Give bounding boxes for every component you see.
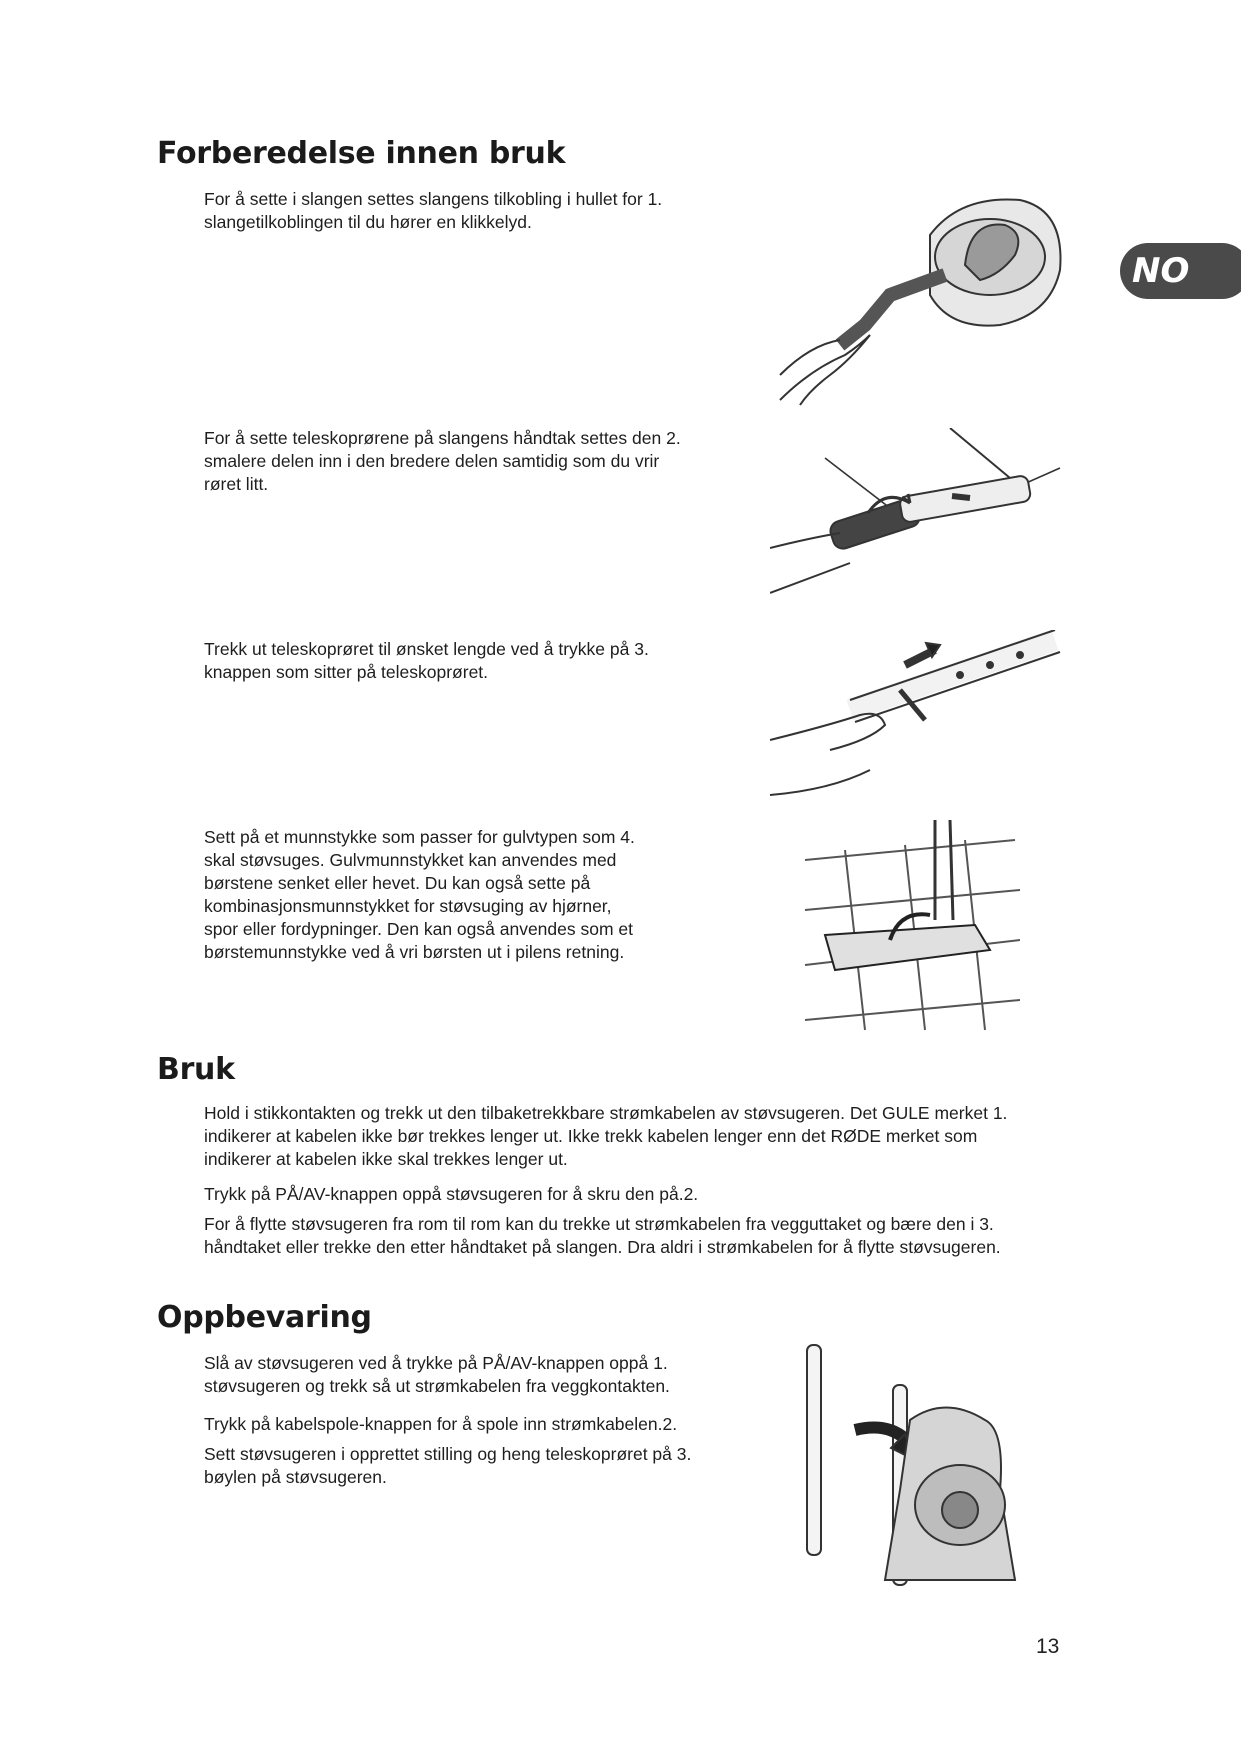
prep-step-4: Sett på et munnstykke som passer for gulvtypen som 4. skal støvsuges. Gulvmunnstykket kan anvendes med børstene senket eller hevet. Du kan også sette på kombinasjonsmunnstykket for støvsuging av hjørner, spor eller fordypninger. Den kan også anvendes som et børstemunnstykke ved å vri børsten ut i pilens retning. [204,827,635,962]
storage-step-3: Sett støvsugeren i opprettet stilling og heng teleskoprøret på 3. bøylen på støvsugeren. [204,1444,692,1487]
storage-hang-tube-illustration [805,1340,1035,1590]
storage-step-2: Trykk på kabelspole-knappen for å spole inn strømkabelen.2. [204,1414,678,1434]
prep-step-3: Trekk ut teleskoprøret til ønsket lengde ved å trykke på 3. knappen som sitter på teleskoprøret. [204,639,649,682]
use-step-1: Hold i stikkontakten og trekk ut den tilbaketrekkbare strømkabelen av støvsugeren. Det GULE merket 1. indikerer at kabelen ikke bør trekkes lenger ut. Ikke trekk kabelen lenger enn det RØDE merket som indikerer at kabelen ikke skal trekkes lenger ut. [204,1103,1008,1169]
prep-step-1: For å sette i slangen settes slangens tilkobling i hullet for 1. slangetilkoblingen til du hører en klikkelyd. [204,189,663,232]
storage-step-1: Slå av støvsugeren ved å trykke på PÅ/AV-knappen oppå 1. støvsugeren og trekk så ut strømkabelen fra veggkontakten. [204,1353,670,1396]
use-step-2: Trykk på PÅ/AV-knappen oppå støvsugeren for å skru den på.2. [204,1184,699,1204]
floor-nozzle-illustration [805,820,1020,1035]
use-step-3: For å flytte støvsugeren fra rom til rom kan du trekke ut strømkabelen fra vegguttaket og bære den i 3. håndtaket eller trekke den etter håndtaket på slangen. Dra aldri i strømkabelen for å flytte støvsugeren. [204,1214,1001,1257]
language-tab: NO [1120,243,1241,299]
section-title-storage: Oppbevaring [157,1300,372,1335]
hose-connection-illustration [770,195,1070,410]
telescopic-tube-attach-illustration [770,428,1070,603]
page-number: 13 [1036,1635,1060,1658]
section-title-preparation: Forberedelse innen bruk [157,136,566,171]
section-title-use: Bruk [157,1052,235,1087]
telescopic-extend-illustration [770,630,1070,805]
prep-step-2: For å sette teleskoprørene på slangens håndtak settes den 2. smalere delen inn i den bredere delen samtidig som du vrir røret litt. [204,428,681,494]
